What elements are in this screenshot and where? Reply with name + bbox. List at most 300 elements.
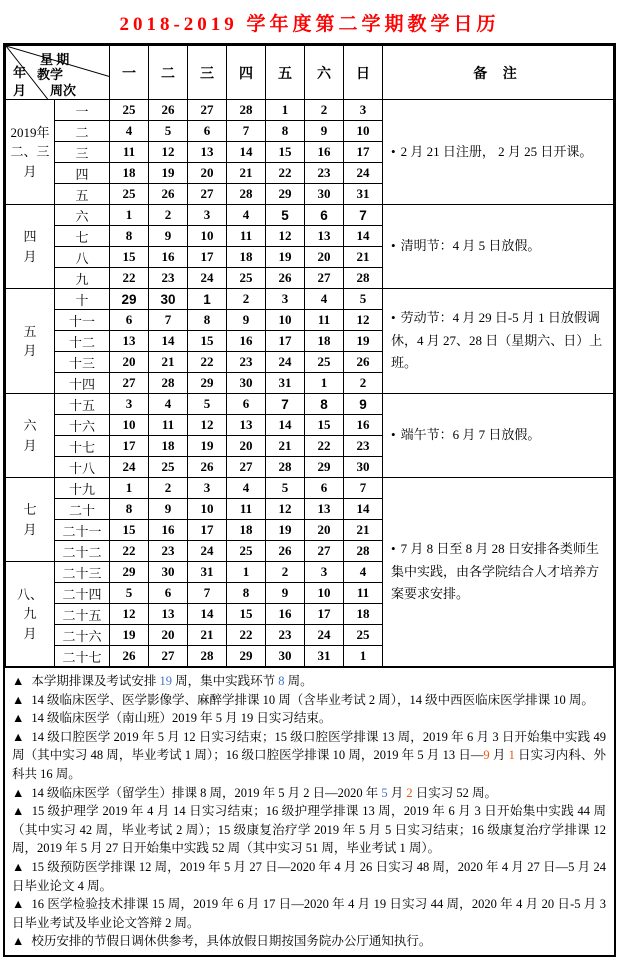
date-cell: 11 <box>305 310 344 331</box>
date-cell: 12 <box>110 604 149 625</box>
date-cell: 17 <box>344 142 383 163</box>
teaching-week-cell: 二十三 <box>55 562 110 583</box>
date-cell: 2 <box>227 289 266 310</box>
date-cell: 16 <box>305 142 344 163</box>
note-text: 校历安排的节假日调休供参考，具体放假日期按国务院办公厅通知执行。 <box>31 934 432 949</box>
note-text: 14 级临床医学（南山班）2019 年 5 月 19 日实习结束。 <box>31 711 332 726</box>
date-cell: 16 <box>227 331 266 352</box>
remark-text: 端午节：6 月 7 日放假。 <box>400 427 541 443</box>
date-cell: 1 <box>266 100 305 121</box>
teaching-week-cell: 十六 <box>55 415 110 436</box>
teaching-week-cell: 三 <box>55 142 110 163</box>
teaching-week-cell: 四 <box>55 163 110 184</box>
date-cell: 26 <box>188 457 227 478</box>
date-cell: 10 <box>188 226 227 247</box>
corner-label-weeknum: 周次 <box>50 83 77 98</box>
date-cell: 6 <box>110 310 149 331</box>
notes-section <box>5 667 614 955</box>
date-cell: 30 <box>227 373 266 394</box>
remark-text: 7 月 8 日至 8 月 28 日安排各类师生集中实践，由各学院结合人才培养方案要求安排。 <box>391 540 600 602</box>
day-header-thu: 四 <box>227 46 266 100</box>
date-cell: 7 <box>344 478 383 499</box>
date-cell: 28 <box>149 373 188 394</box>
month-label-line: 月 <box>23 343 37 358</box>
date-cell: 23 <box>305 163 344 184</box>
date-cell: 11 <box>227 226 266 247</box>
date-cell: 20 <box>305 247 344 268</box>
date-cell: 1 <box>227 562 266 583</box>
date-cell: 4 <box>110 121 149 142</box>
triangle-marker-icon: ▲ <box>12 785 25 800</box>
date-cell: 21 <box>266 436 305 457</box>
remark-cell <box>383 394 614 478</box>
note-text: 15 级预防医学排课 12 周，2019 年 5 月 27 日—2020 年 4 月 26 日实习 48 周，2020 年 4 月 27 日—5 月 24 日毕业论文 4 周。 <box>12 859 606 893</box>
date-cell: 16 <box>149 520 188 541</box>
note-text: 日实习内科、外科共 16 周。 <box>12 748 606 781</box>
date-cell: 5 <box>188 394 227 415</box>
note-text: 月 <box>489 748 509 763</box>
date-cell: 13 <box>149 604 188 625</box>
month-cell <box>6 100 55 205</box>
date-cell: 25 <box>227 541 266 562</box>
month-cell <box>6 562 55 667</box>
date-cell: 18 <box>149 436 188 457</box>
date-cell: 29 <box>110 562 149 583</box>
note-text: 5 <box>381 785 388 800</box>
corner-label-weekday: 星 期 <box>40 52 70 67</box>
teaching-week-cell: 十五 <box>55 394 110 415</box>
teaching-week-cell: 十七 <box>55 436 110 457</box>
date-cell: 8 <box>110 226 149 247</box>
triangle-marker-icon: ▲ <box>12 897 25 912</box>
note-text: 8 <box>278 674 285 688</box>
date-cell: 17 <box>110 436 149 457</box>
corner-label-teaching: 教学 <box>37 67 64 82</box>
date-cell: 24 <box>305 625 344 646</box>
month-label-line: 九 <box>23 606 37 622</box>
triangle-marker-icon: ▲ <box>12 711 25 726</box>
date-cell: 6 <box>305 478 344 499</box>
date-cell: 18 <box>305 331 344 352</box>
date-cell: 10 <box>266 310 305 331</box>
date-cell: 25 <box>110 184 149 205</box>
bullet-icon: • <box>391 238 396 254</box>
teaching-week-cell: 二十二 <box>55 541 110 562</box>
date-cell: 23 <box>149 541 188 562</box>
date-cell: 23 <box>344 436 383 457</box>
remark-text: 清明节：4 月 5 日放假。 <box>400 238 541 254</box>
day-header-mon: 一 <box>110 46 149 100</box>
date-cell: 9 <box>149 499 188 520</box>
date-cell: 20 <box>227 436 266 457</box>
date-cell: 17 <box>188 247 227 268</box>
date-cell: 21 <box>188 625 227 646</box>
month-label-line: 月 <box>23 625 37 641</box>
date-cell: 27 <box>188 184 227 205</box>
teaching-week-cell: 二 <box>55 121 110 142</box>
date-cell: 27 <box>188 100 227 121</box>
date-cell: 31 <box>344 184 383 205</box>
date-cell: 17 <box>188 520 227 541</box>
date-cell: 7 <box>227 121 266 142</box>
date-cell: 19 <box>266 247 305 268</box>
date-cell: 14 <box>149 331 188 352</box>
date-cell: 30 <box>305 184 344 205</box>
date-cell: 7 <box>266 394 305 415</box>
date-cell: 1 <box>110 478 149 499</box>
triangle-marker-icon: ▲ <box>12 934 25 949</box>
teaching-week-cell: 五 <box>55 184 110 205</box>
date-cell: 24 <box>266 352 305 373</box>
date-cell: 20 <box>149 625 188 646</box>
date-cell: 19 <box>188 436 227 457</box>
date-cell: 26 <box>266 541 305 562</box>
note-text: 16 医学检验技术排课 15 周，2019 年 6 月 17 日—2020 年 4 月 19 日实习 44 周，2020 年 4 月 20 日-5 月 3 日毕业考试及毕业论文答辩 2 周。 <box>12 897 606 930</box>
note-item <box>12 784 606 803</box>
month-label-line: 月 <box>23 163 37 179</box>
date-cell: 14 <box>344 499 383 520</box>
date-cell: 15 <box>305 415 344 436</box>
date-cell: 18 <box>110 163 149 184</box>
note-text: 日实习 52 周。 <box>412 785 498 800</box>
month-cell <box>6 394 55 478</box>
date-cell: 24 <box>188 541 227 562</box>
date-cell: 30 <box>266 646 305 667</box>
date-cell: 26 <box>344 352 383 373</box>
teaching-week-cell: 十一 <box>55 310 110 331</box>
date-cell: 6 <box>305 205 344 226</box>
date-cell: 28 <box>188 646 227 667</box>
date-cell: 29 <box>227 646 266 667</box>
date-cell: 5 <box>110 583 149 604</box>
note-text: 周。 <box>284 674 313 688</box>
date-cell: 25 <box>227 268 266 289</box>
date-cell: 5 <box>266 478 305 499</box>
month-label-line: 八、 <box>16 586 43 602</box>
date-cell: 11 <box>344 583 383 604</box>
date-cell: 21 <box>227 163 266 184</box>
date-cell: 27 <box>305 268 344 289</box>
date-cell: 22 <box>110 268 149 289</box>
date-cell: 3 <box>344 100 383 121</box>
date-cell: 26 <box>149 184 188 205</box>
date-cell: 5 <box>344 289 383 310</box>
month-cell <box>6 289 55 394</box>
date-cell: 10 <box>344 121 383 142</box>
day-header-fri: 五 <box>266 46 305 100</box>
month-label-line: 月 <box>23 437 37 453</box>
date-cell: 7 <box>149 310 188 331</box>
teaching-week-cell: 二十七 <box>55 646 110 667</box>
date-cell: 26 <box>149 100 188 121</box>
date-cell: 23 <box>227 352 266 373</box>
date-cell: 4 <box>227 478 266 499</box>
date-cell: 15 <box>110 247 149 268</box>
calendar-row <box>6 478 614 499</box>
date-cell: 9 <box>266 583 305 604</box>
date-cell: 28 <box>344 268 383 289</box>
date-cell: 10 <box>110 415 149 436</box>
remark-cell <box>383 478 614 667</box>
date-cell: 18 <box>344 604 383 625</box>
date-cell: 15 <box>227 604 266 625</box>
date-cell: 18 <box>227 247 266 268</box>
date-cell: 22 <box>227 625 266 646</box>
remark-cell <box>383 100 614 205</box>
date-cell: 20 <box>188 163 227 184</box>
note-text: 15 级护理学 2019 年 4 月 14 日实习结束；16 级护理学排课 13 周，2019 年 6 月 3 日开始集中实践 44 周（其中实习 42 周，毕业考试 2 周）；15 级康复治疗学 2019 年 5 月 5 日实习结束；16 级康复治疗学排课 12 周，2019 年 5 月 27 日开始集中实践 52 周（其中实习 51 周，毕业考试 1 周）。 <box>12 804 606 856</box>
month-label-line: 四 <box>23 229 37 244</box>
day-header-tue: 二 <box>149 46 188 100</box>
note-item <box>12 728 606 784</box>
month-cell <box>6 478 55 562</box>
note-text: 14 级临床医学（留学生）排课 8 周，2019 年 5 月 2 日—2020 年 <box>31 785 382 800</box>
teaching-week-cell: 八 <box>55 247 110 268</box>
date-cell: 31 <box>305 646 344 667</box>
bullet-icon: • <box>391 143 396 159</box>
note-text: 1 <box>508 748 515 763</box>
note-text: 2 <box>406 785 413 800</box>
date-cell: 29 <box>110 289 149 310</box>
date-cell: 4 <box>227 205 266 226</box>
note-item <box>12 802 606 858</box>
note-item <box>12 858 606 895</box>
teaching-week-cell: 七 <box>55 226 110 247</box>
date-cell: 10 <box>188 499 227 520</box>
date-cell: 24 <box>344 163 383 184</box>
date-cell: 26 <box>266 268 305 289</box>
date-cell: 22 <box>266 163 305 184</box>
note-text: 周，集中实践环节 <box>172 674 279 688</box>
calendar-row <box>6 289 614 310</box>
calendar-row <box>6 394 614 415</box>
date-cell: 27 <box>227 457 266 478</box>
date-cell: 11 <box>110 142 149 163</box>
date-cell: 15 <box>266 142 305 163</box>
date-cell: 13 <box>305 226 344 247</box>
day-header-sun: 日 <box>344 46 383 100</box>
date-cell: 26 <box>110 646 149 667</box>
date-cell: 13 <box>305 499 344 520</box>
date-cell: 29 <box>188 373 227 394</box>
date-cell: 17 <box>305 604 344 625</box>
note-text: 14 级口腔医学 2019 年 5 月 12 日实习结束；15 级口腔医学排课 13 周，2019 年 6 月 3 日开始集中实践 49 周（其中实习 48 周，毕业考试 1 周）；16 级口腔医学排课 10 周，2019 年 5 月 13 日— <box>12 729 606 763</box>
date-cell: 10 <box>305 583 344 604</box>
date-cell: 11 <box>227 499 266 520</box>
note-item <box>12 895 606 932</box>
date-cell: 3 <box>188 205 227 226</box>
date-cell: 17 <box>266 331 305 352</box>
date-cell: 3 <box>305 562 344 583</box>
month-label-line: 月 <box>23 521 37 537</box>
remark-cell <box>383 289 614 394</box>
teaching-week-cell: 二十六 <box>55 625 110 646</box>
date-cell: 23 <box>266 625 305 646</box>
date-cell: 4 <box>305 289 344 310</box>
date-cell: 13 <box>188 142 227 163</box>
date-cell: 16 <box>149 247 188 268</box>
date-cell: 15 <box>188 331 227 352</box>
calendar-table <box>5 45 614 667</box>
triangle-marker-icon: ▲ <box>12 674 25 688</box>
date-cell: 13 <box>110 331 149 352</box>
teaching-week-cell: 十二 <box>55 331 110 352</box>
date-cell: 1 <box>188 289 227 310</box>
date-cell: 6 <box>188 121 227 142</box>
triangle-marker-icon: ▲ <box>12 729 25 744</box>
date-cell: 24 <box>188 268 227 289</box>
corner-label-year: 年 <box>13 65 27 80</box>
remark-header: 备 注 <box>383 46 614 100</box>
note-item <box>12 672 606 691</box>
date-cell: 2 <box>344 373 383 394</box>
date-cell: 28 <box>227 100 266 121</box>
month-label-line: 二、三 <box>10 144 50 160</box>
date-cell: 2 <box>149 205 188 226</box>
date-cell: 13 <box>227 415 266 436</box>
triangle-marker-icon: ▲ <box>12 859 25 874</box>
date-cell: 27 <box>149 646 188 667</box>
date-cell: 30 <box>149 289 188 310</box>
date-cell: 1 <box>305 373 344 394</box>
date-cell: 3 <box>188 478 227 499</box>
date-cell: 14 <box>227 142 266 163</box>
date-cell: 25 <box>110 100 149 121</box>
date-cell: 3 <box>266 289 305 310</box>
date-cell: 4 <box>149 394 188 415</box>
teaching-week-cell: 二十五 <box>55 604 110 625</box>
bullet-icon: • <box>391 427 396 443</box>
teaching-week-cell: 六 <box>55 205 110 226</box>
remark-text: 劳动节：4 月 29 日-5 月 1 日放假调休，4 月 27、28 日（星期六、日）上班。 <box>391 309 603 371</box>
month-label-line: 2019年 <box>10 124 50 140</box>
date-cell: 12 <box>149 142 188 163</box>
date-cell: 19 <box>266 520 305 541</box>
date-cell: 7 <box>188 583 227 604</box>
date-cell: 4 <box>344 562 383 583</box>
date-cell: 28 <box>266 457 305 478</box>
date-cell: 8 <box>110 499 149 520</box>
date-cell: 9 <box>227 310 266 331</box>
date-cell: 20 <box>110 352 149 373</box>
date-cell: 2 <box>305 100 344 121</box>
triangle-marker-icon: ▲ <box>12 692 25 707</box>
date-cell: 6 <box>149 583 188 604</box>
date-cell: 25 <box>305 352 344 373</box>
note-item <box>12 932 606 951</box>
date-cell: 30 <box>149 562 188 583</box>
note-text: 14 级临床医学、医学影像学、麻醉学排课 10 周（含毕业考试 2 周），14 级中西医临床医学排课 10 周。 <box>31 692 594 707</box>
date-cell: 7 <box>344 205 383 226</box>
month-label-line: 五 <box>23 323 37 339</box>
note-text: 19 <box>159 674 173 688</box>
date-cell: 19 <box>344 331 383 352</box>
teaching-week-cell: 一 <box>55 100 110 121</box>
corner-label-month: 月 <box>13 83 27 98</box>
month-label-line: 七 <box>23 502 37 517</box>
date-cell: 3 <box>110 394 149 415</box>
date-cell: 29 <box>305 457 344 478</box>
date-cell: 8 <box>227 583 266 604</box>
calendar-row <box>6 205 614 226</box>
date-cell: 23 <box>149 268 188 289</box>
calendar-sheet <box>3 43 616 957</box>
date-cell: 5 <box>149 121 188 142</box>
teaching-week-cell: 二十四 <box>55 583 110 604</box>
date-cell: 19 <box>110 625 149 646</box>
date-cell: 30 <box>344 457 383 478</box>
date-cell: 9 <box>344 394 383 415</box>
date-cell: 14 <box>344 226 383 247</box>
teaching-week-cell: 二十 <box>55 499 110 520</box>
date-cell: 29 <box>266 184 305 205</box>
month-label-line: 月 <box>23 248 37 264</box>
teaching-week-cell: 十三 <box>55 352 110 373</box>
teaching-week-cell: 十四 <box>55 373 110 394</box>
date-cell: 20 <box>305 520 344 541</box>
date-cell: 12 <box>266 499 305 520</box>
date-cell: 28 <box>344 541 383 562</box>
corner-cell <box>6 46 110 100</box>
date-cell: 9 <box>149 226 188 247</box>
date-cell: 21 <box>149 352 188 373</box>
date-cell: 8 <box>188 310 227 331</box>
date-cell: 22 <box>110 541 149 562</box>
date-cell: 12 <box>266 226 305 247</box>
remark-cell <box>383 205 614 289</box>
date-cell: 21 <box>344 520 383 541</box>
date-cell: 14 <box>266 415 305 436</box>
date-cell: 27 <box>305 541 344 562</box>
teaching-week-cell: 二十一 <box>55 520 110 541</box>
date-cell: 18 <box>227 520 266 541</box>
date-cell: 14 <box>188 604 227 625</box>
date-cell: 25 <box>344 625 383 646</box>
teaching-week-cell: 十八 <box>55 457 110 478</box>
note-text: 月 <box>387 785 407 800</box>
date-cell: 31 <box>188 562 227 583</box>
date-cell: 22 <box>188 352 227 373</box>
header-row <box>6 46 614 100</box>
date-cell: 27 <box>110 373 149 394</box>
date-cell: 1 <box>110 205 149 226</box>
date-cell: 15 <box>110 520 149 541</box>
month-label-line: 六 <box>23 418 37 433</box>
date-cell: 31 <box>266 373 305 394</box>
note-item <box>12 691 606 710</box>
date-cell: 2 <box>266 562 305 583</box>
date-cell: 1 <box>344 646 383 667</box>
date-cell: 28 <box>227 184 266 205</box>
date-cell: 16 <box>266 604 305 625</box>
date-cell: 8 <box>305 394 344 415</box>
date-cell: 5 <box>266 205 305 226</box>
note-text: 本学期排课及考试安排 <box>31 674 160 688</box>
date-cell: 6 <box>227 394 266 415</box>
teaching-week-cell: 十九 <box>55 478 110 499</box>
date-cell: 24 <box>110 457 149 478</box>
day-header-wed: 三 <box>188 46 227 100</box>
month-cell <box>6 205 55 289</box>
date-cell: 8 <box>266 121 305 142</box>
day-header-sat: 六 <box>305 46 344 100</box>
date-cell: 12 <box>188 415 227 436</box>
date-cell: 25 <box>149 457 188 478</box>
bullet-icon: • <box>391 540 396 556</box>
date-cell: 11 <box>149 415 188 436</box>
note-text: 9 <box>483 748 490 763</box>
teaching-week-cell: 十 <box>55 289 110 310</box>
